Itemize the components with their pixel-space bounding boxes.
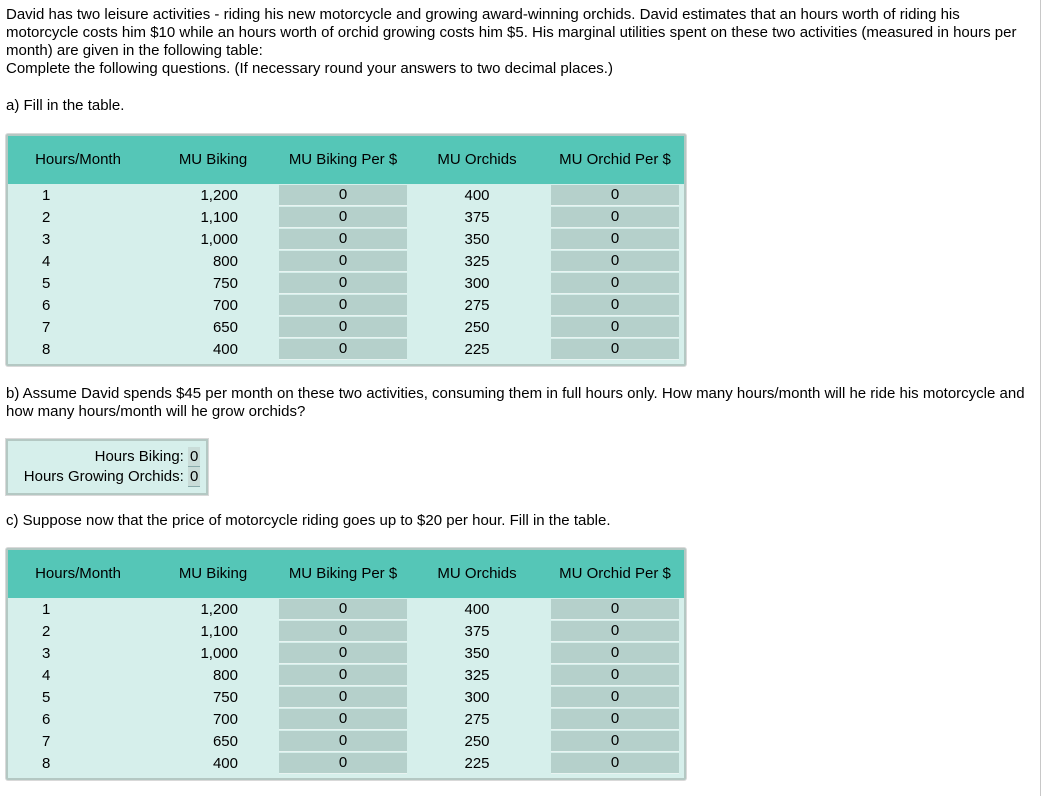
cell-mu-biking: 400: [212, 340, 238, 358]
cell-mu-biking: 1,100: [200, 208, 238, 226]
mu-biking-per-dollar-input[interactable]: 0: [279, 731, 407, 752]
table-row: [8, 316, 684, 338]
cell-mu-orchids: 400: [464, 186, 490, 204]
cell-mu-orchid-per-dollar: [546, 708, 684, 730]
cell-hours: 6: [42, 296, 51, 314]
cell-mu-biking: 700: [212, 296, 238, 314]
cell-mu-orchid-per-dollar: [546, 752, 684, 774]
instructions-text: Complete the following questions. (If necessary round your answers to two decimal places.): [6, 60, 613, 77]
cell-mu-biking: 800: [212, 666, 238, 684]
cell-mu-biking: 1,000: [200, 230, 238, 248]
mu-orchid-per-dollar-input[interactable]: 0: [551, 709, 679, 730]
cell-mu-biking: 1,200: [200, 600, 238, 618]
hours-biking-input[interactable]: 0: [190, 448, 199, 465]
intro-text: David has two leisure activities - riding his new motorcycle and growing award-winning orchids. David estimates that an hours worth of riding his motorcycle costs him $10 while an hours worth of orchid growing costs him $5. His marginal utilities spent on these two activities (measured in hours per month) are given in the following table:: [6, 6, 1017, 59]
cell-mu-orchid-per-dollar: [546, 272, 684, 294]
table-row: [8, 730, 684, 752]
col-header-mu-orchids: MU Orchids: [408, 136, 546, 184]
cell-mu-orchids: 350: [464, 230, 490, 248]
cell-mu-orchid-per-dollar: [546, 620, 684, 642]
cell-mu-orchids: 350: [464, 644, 490, 662]
cell-mu-biking: 1,200: [200, 186, 238, 204]
cell-hours: 7: [42, 732, 51, 750]
table-row: [8, 620, 684, 642]
cell-hours: 8: [42, 340, 51, 358]
cell-mu-biking-per-dollar: [278, 620, 408, 642]
col-header-mu-biking: MU Biking: [148, 550, 278, 598]
mu-biking-per-dollar-input[interactable]: 0: [279, 665, 407, 686]
cell-mu-orchids: 300: [464, 274, 490, 292]
table-row: [8, 664, 684, 686]
cell-mu-orchid-per-dollar: [546, 228, 684, 250]
hours-orchids-label: Hours Growing Orchids:: [23, 468, 184, 485]
hours-biking-row: [8, 447, 206, 467]
cell-mu-orchids: 375: [464, 208, 490, 226]
part-b-answer-box: [6, 439, 208, 495]
cell-mu-biking-per-dollar: [278, 228, 408, 250]
mu-biking-per-dollar-input[interactable]: 0: [279, 207, 407, 228]
page-divider: [1040, 0, 1041, 796]
cell-hours: 3: [42, 644, 51, 662]
mu-orchid-per-dollar-input[interactable]: 0: [551, 643, 679, 664]
mu-orchid-per-dollar-input[interactable]: 0: [551, 621, 679, 642]
cell-mu-orchid-per-dollar: [546, 316, 684, 338]
cell-mu-biking: 750: [212, 688, 238, 706]
cell-mu-orchids: 325: [464, 252, 490, 270]
mu-orchid-per-dollar-input[interactable]: 0: [551, 207, 679, 228]
cell-hours: 4: [42, 666, 51, 684]
cell-mu-orchid-per-dollar: [546, 338, 684, 360]
cell-mu-orchids: 400: [464, 600, 490, 618]
hours-orchids-input[interactable]: 0: [190, 468, 199, 485]
cell-mu-biking: 400: [212, 754, 238, 772]
cell-mu-orchids: 250: [464, 318, 490, 336]
cell-mu-biking-per-dollar: [278, 206, 408, 228]
col-header-mu-biking-per: MU Biking Per $: [278, 550, 408, 598]
cell-mu-biking: 1,100: [200, 622, 238, 640]
mu-biking-per-dollar-input[interactable]: 0: [279, 251, 407, 272]
cell-hours: 1: [42, 186, 51, 204]
table-row: [8, 598, 684, 620]
mu-biking-per-dollar-input[interactable]: 0: [279, 339, 407, 360]
col-header-mu-biking-per: MU Biking Per $: [278, 136, 408, 184]
cell-mu-orchid-per-dollar: [546, 206, 684, 228]
cell-mu-orchids: 325: [464, 666, 490, 684]
part-a-label: a) Fill in the table.: [6, 97, 125, 114]
hours-orchids-row: [8, 467, 206, 487]
mu-orchid-per-dollar-input[interactable]: 0: [551, 731, 679, 752]
table-row: [8, 250, 684, 272]
cell-mu-biking-per-dollar: [278, 752, 408, 774]
cell-mu-biking-per-dollar: [278, 708, 408, 730]
mu-biking-per-dollar-input[interactable]: 0: [279, 687, 407, 708]
col-header-mu-orchid-per: MU Orchid Per $: [546, 550, 684, 598]
cell-hours: 6: [42, 710, 51, 728]
mu-biking-per-dollar-input[interactable]: 0: [279, 599, 407, 620]
table-row: [8, 752, 684, 774]
mu-biking-per-dollar-input[interactable]: 0: [279, 185, 407, 206]
mu-orchid-per-dollar-input[interactable]: 0: [551, 317, 679, 338]
part-b-label: b) Assume David spends $45 per month on these two activities, consuming them in full hours only. How many hours/month will he ride his motorcycle and how many hours/month will he grow orchids?: [6, 385, 1025, 420]
mu-orchid-per-dollar-input[interactable]: 0: [551, 185, 679, 206]
cell-mu-biking-per-dollar: [278, 250, 408, 272]
table-c: [6, 548, 686, 780]
mu-biking-per-dollar-input[interactable]: 0: [279, 643, 407, 664]
cell-mu-orchids: 225: [464, 340, 490, 358]
cell-hours: 7: [42, 318, 51, 336]
cell-mu-orchid-per-dollar: [546, 294, 684, 316]
cell-mu-biking-per-dollar: [278, 184, 408, 206]
problem-intro: [6, 6, 1036, 78]
cell-hours: 2: [42, 208, 51, 226]
mu-orchid-per-dollar-input[interactable]: 0: [551, 753, 679, 774]
mu-biking-per-dollar-input[interactable]: 0: [279, 317, 407, 338]
mu-orchid-per-dollar-input[interactable]: 0: [551, 295, 679, 316]
cell-mu-orchids: 225: [464, 754, 490, 772]
col-header-mu-orchids: MU Orchids: [408, 550, 546, 598]
mu-orchid-per-dollar-input[interactable]: 0: [551, 251, 679, 272]
table-header-row: [8, 550, 684, 598]
cell-mu-orchids: 250: [464, 732, 490, 750]
cell-hours: 5: [42, 688, 51, 706]
table-row: [8, 272, 684, 294]
mu-biking-per-dollar-input[interactable]: 0: [279, 273, 407, 294]
table-row: [8, 686, 684, 708]
cell-mu-biking-per-dollar: [278, 664, 408, 686]
cell-mu-orchids: 300: [464, 688, 490, 706]
cell-hours: 1: [42, 600, 51, 618]
cell-mu-orchid-per-dollar: [546, 250, 684, 272]
mu-biking-per-dollar-input[interactable]: 0: [279, 753, 407, 774]
cell-mu-orchid-per-dollar: [546, 730, 684, 752]
table-row: [8, 708, 684, 730]
table-row: [8, 338, 684, 360]
cell-mu-orchid-per-dollar: [546, 686, 684, 708]
cell-mu-orchids: 275: [464, 710, 490, 728]
cell-hours: 5: [42, 274, 51, 292]
cell-hours: 4: [42, 252, 51, 270]
cell-mu-biking-per-dollar: [278, 316, 408, 338]
cell-mu-biking-per-dollar: [278, 686, 408, 708]
mu-biking-per-dollar-input[interactable]: 0: [279, 229, 407, 250]
mu-biking-per-dollar-input[interactable]: 0: [279, 709, 407, 730]
mu-orchid-per-dollar-input[interactable]: 0: [551, 229, 679, 250]
cell-mu-biking: 700: [212, 710, 238, 728]
table-row: [8, 294, 684, 316]
cell-mu-biking-per-dollar: [278, 642, 408, 664]
table-row: [8, 228, 684, 250]
cell-mu-biking-per-dollar: [278, 272, 408, 294]
cell-mu-orchid-per-dollar: [546, 598, 684, 620]
cell-mu-biking-per-dollar: [278, 294, 408, 316]
table-row: [8, 642, 684, 664]
col-header-hours: Hours/Month: [8, 136, 148, 184]
cell-hours: 3: [42, 230, 51, 248]
table-row: [8, 184, 684, 206]
cell-mu-biking: 750: [212, 274, 238, 292]
cell-mu-orchids: 275: [464, 296, 490, 314]
cell-mu-biking: 650: [212, 318, 238, 336]
cell-mu-biking-per-dollar: [278, 338, 408, 360]
cell-mu-orchids: 375: [464, 622, 490, 640]
table-a: [6, 134, 686, 366]
cell-mu-biking: 800: [212, 252, 238, 270]
cell-hours: 8: [42, 754, 51, 772]
cell-mu-biking-per-dollar: [278, 730, 408, 752]
mu-orchid-per-dollar-input[interactable]: 0: [551, 599, 679, 620]
mu-biking-per-dollar-input[interactable]: 0: [279, 295, 407, 316]
col-header-mu-biking: MU Biking: [148, 136, 278, 184]
cell-mu-orchid-per-dollar: [546, 664, 684, 686]
cell-mu-orchid-per-dollar: [546, 184, 684, 206]
table-row: [8, 206, 684, 228]
mu-orchid-per-dollar-input[interactable]: 0: [551, 687, 679, 708]
hours-biking-label: Hours Biking:: [94, 448, 184, 465]
mu-biking-per-dollar-input[interactable]: 0: [279, 621, 407, 642]
table-header-row: [8, 136, 684, 184]
col-header-mu-orchid-per: MU Orchid Per $: [546, 136, 684, 184]
cell-mu-biking: 1,000: [200, 644, 238, 662]
part-c-label: c) Suppose now that the price of motorcycle riding goes up to $20 per hour. Fill in the table.: [6, 512, 611, 529]
cell-mu-orchid-per-dollar: [546, 642, 684, 664]
mu-orchid-per-dollar-input[interactable]: 0: [551, 273, 679, 294]
mu-orchid-per-dollar-input[interactable]: 0: [551, 339, 679, 360]
cell-hours: 2: [42, 622, 51, 640]
cell-mu-biking-per-dollar: [278, 598, 408, 620]
col-header-hours: Hours/Month: [8, 550, 148, 598]
cell-mu-biking: 650: [212, 732, 238, 750]
mu-orchid-per-dollar-input[interactable]: 0: [551, 665, 679, 686]
